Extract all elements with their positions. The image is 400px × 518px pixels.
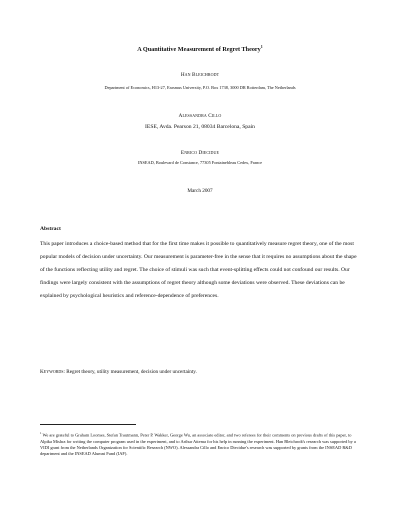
abstract-heading: Abstract (40, 226, 61, 232)
keywords-text: Regret theory, utility measurement, decision under uncertainty. (66, 369, 197, 375)
author-affiliation-2: IESE, Avda. Pearson 21, 08034 Barcelona, Spain (145, 124, 255, 130)
footnote-mark: 1 (40, 431, 42, 435)
author-name-2: Alessandra Cillo (178, 113, 222, 119)
author-name-1: Han Bleichrodt (180, 72, 220, 78)
title-footnote-mark: 1 (260, 44, 263, 49)
keywords-label: Keywords: (40, 369, 65, 375)
footnote-text: We are grateful to Graham Loomes, Stefan Trautmann, Peter P. Wakker, George Wu, an associate editor, and two referees for their comments on previous drafts of this paper, to Alpika Mishra for writing the computer program used in the experiment, and to Arthur Attema for his help in running the experiment. Han Bleichrodt's research was supported by a VIDI grant from the Netherlands Organization for Scientific Research (NWO). Alessandra Cillo and Enrico Diecidue's research was supported by grants from the INSEAD R&D department and the INSEAD Alumni Fund (IAF). (40, 432, 356, 457)
keywords-line (40, 369, 197, 375)
author-affiliation-1: Department of Economics, H13-27, Erasmus University, P.O. Box 1738, 3000 DR Rotterdam, The Netherlands (104, 85, 296, 90)
author-name-3: Enrico Diecidue (180, 150, 220, 156)
author-affiliation-3: INSEAD, Boulevard de Constance, 77305 Fontainebleau Cedex, France (137, 160, 263, 165)
footnote (40, 430, 358, 457)
paper-date: March 2007 (187, 188, 213, 194)
title-text: A Quantitative Measurement of Regret Theory (137, 46, 261, 54)
abstract-body: This paper introduces a choice-based method that for the first time makes it possible to quantitatively measure regret theory, one of the most popular models of decision under uncertainty. Our measurement is parameter-free in the sense that it requires no assumptions about the shape of the functions reflecting utility and regret. The choice of stimuli was such that event-splitting effects could not confound our results. Our findings were largely consistent with the assumptions of regret theory although some deviations were observed. These deviations can be explained by psychological heuristics and reference-dependence of preferences. (40, 241, 357, 299)
paper-title (40, 44, 360, 53)
footnote-divider (40, 424, 136, 425)
